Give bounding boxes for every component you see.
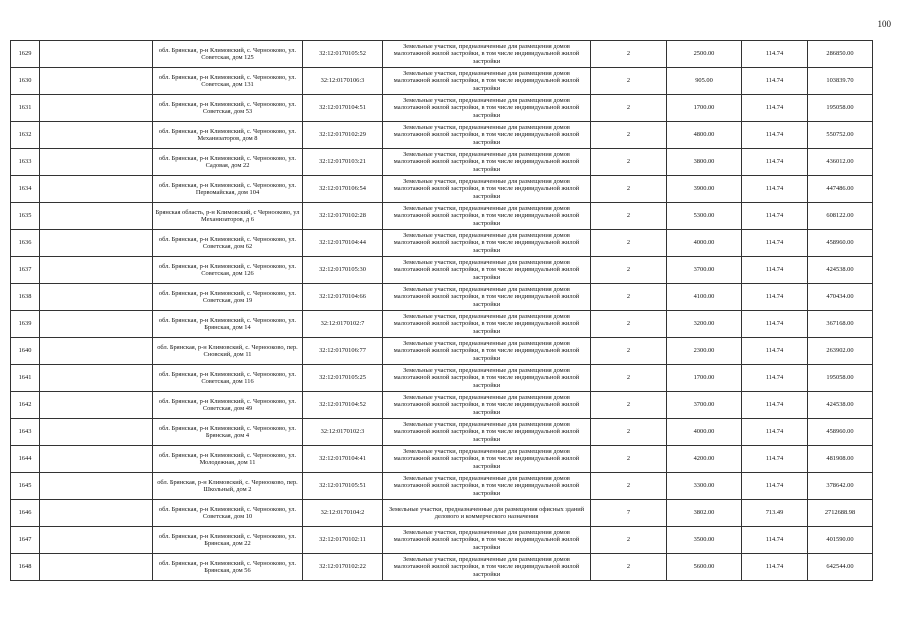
address-cell: обл. Брянская, р-н Климовский, с. Чернооково, пер. Сновский, дом 11 (153, 338, 303, 365)
table-row (11, 392, 873, 419)
area-cell: 5600.00 (667, 554, 742, 581)
address-cell: обл. Брянская, р-н Климовский, с. Чернооково, ул. Советская, дом 62 (153, 230, 303, 257)
cadastral-value-cell: 642544.00 (808, 554, 873, 581)
cadastral-number-cell: 32:12:0170102:7 (303, 311, 383, 338)
area-cell: 3802.00 (667, 500, 742, 527)
address-cell: обл. Брянская, р-н Климовский, с. Чернооково, ул. Советская, дом 116 (153, 365, 303, 392)
cadastral-number-cell: 32:12:0170105:25 (303, 365, 383, 392)
land-use-cell: Земельные участки, предназначенные для размещения домов малоэтажной жилой застройки, в том числе индивидуальной жилой застройки (383, 203, 591, 230)
area-cell: 2300.00 (667, 338, 742, 365)
category-cell: 2 (591, 446, 667, 473)
row-number-cell: 1631 (11, 95, 40, 122)
cadastral-number-cell: 32:12:0170105:52 (303, 41, 383, 68)
row-number-cell: 1634 (11, 176, 40, 203)
rate-cell: 114.74 (742, 203, 808, 230)
rate-cell: 114.74 (742, 284, 808, 311)
land-use-cell: Земельные участки, предназначенные для размещения домов малоэтажной жилой застройки, в том числе индивидуальной жилой застройки (383, 311, 591, 338)
land-use-cell: Земельные участки, предназначенные для размещения домов малоэтажной жилой застройки, в том числе индивидуальной жилой застройки (383, 68, 591, 95)
cadastral-value-cell: 470434.00 (808, 284, 873, 311)
address-cell: обл. Брянская, р-н Климовский, с. Чернооково, ул. Советская, дом 125 (153, 41, 303, 68)
address-cell: обл. Брянская, р-н Климовский, с. Чернооково, ул. Советская, дом 19 (153, 284, 303, 311)
table-row (11, 176, 873, 203)
empty-cell (40, 338, 153, 365)
empty-cell (40, 122, 153, 149)
category-cell: 2 (591, 554, 667, 581)
rate-cell: 114.74 (742, 41, 808, 68)
cadastral-value-cell: 608122.00 (808, 203, 873, 230)
row-number-cell: 1633 (11, 149, 40, 176)
category-cell: 2 (591, 365, 667, 392)
cadastral-number-cell: 32:12:0170102:3 (303, 419, 383, 446)
address-cell: обл. Брянская, р-н Климовский, с. Чернооково, ул. Садовая, дом 22 (153, 149, 303, 176)
rate-cell: 114.74 (742, 122, 808, 149)
table-body (11, 41, 873, 581)
empty-cell (40, 554, 153, 581)
cadastral-value-cell: 286850.00 (808, 41, 873, 68)
area-cell: 4200.00 (667, 446, 742, 473)
land-use-cell: Земельные участки, предназначенные для размещения домов малоэтажной жилой застройки, в том числе индивидуальной жилой застройки (383, 95, 591, 122)
address-cell: обл. Брянская, р-н Климовский, с. Чернооково, ул. Брянская, дом 22 (153, 527, 303, 554)
area-cell: 3700.00 (667, 257, 742, 284)
category-cell: 2 (591, 122, 667, 149)
empty-cell (40, 230, 153, 257)
area-cell: 905.00 (667, 68, 742, 95)
address-cell: обл. Брянская, р-н Климовский, с. Чернооково, ул. Брянская, дом 56 (153, 554, 303, 581)
address-cell: обл. Брянская, р-н Климовский, с. Чернооково, ул. Первомайская, дом 104 (153, 176, 303, 203)
empty-cell (40, 365, 153, 392)
land-use-cell: Земельные участки, предназначенные для размещения домов малоэтажной жилой застройки, в том числе индивидуальной жилой застройки (383, 446, 591, 473)
table-row (11, 338, 873, 365)
row-number-cell: 1632 (11, 122, 40, 149)
area-cell: 4000.00 (667, 230, 742, 257)
land-use-cell: Земельные участки, предназначенные для размещения офисных зданий делового и коммерческого назначения (383, 500, 591, 527)
area-cell: 1700.00 (667, 95, 742, 122)
empty-cell (40, 500, 153, 527)
table-row (11, 365, 873, 392)
cadastral-number-cell: 32:12:0170103:21 (303, 149, 383, 176)
empty-cell (40, 257, 153, 284)
area-cell: 3700.00 (667, 392, 742, 419)
table-row (11, 41, 873, 68)
area-cell: 3800.00 (667, 149, 742, 176)
category-cell: 2 (591, 95, 667, 122)
cadastral-value-cell: 367168.00 (808, 311, 873, 338)
cadastral-value-cell: 401590.00 (808, 527, 873, 554)
cadastral-value-cell: 550752.00 (808, 122, 873, 149)
category-cell: 2 (591, 68, 667, 95)
area-cell: 3300.00 (667, 473, 742, 500)
table-row (11, 149, 873, 176)
land-use-cell: Земельные участки, предназначенные для размещения домов малоэтажной жилой застройки, в том числе индивидуальной жилой застройки (383, 419, 591, 446)
table-row (11, 230, 873, 257)
rate-cell: 114.74 (742, 527, 808, 554)
cadastral-number-cell: 32:12:0170106:3 (303, 68, 383, 95)
empty-cell (40, 473, 153, 500)
table-row (11, 257, 873, 284)
cadastral-value-cell: 2712688.98 (808, 500, 873, 527)
land-use-cell: Земельные участки, предназначенные для размещения домов малоэтажной жилой застройки, в том числе индивидуальной жилой застройки (383, 41, 591, 68)
empty-cell (40, 68, 153, 95)
land-use-cell: Земельные участки, предназначенные для размещения домов малоэтажной жилой застройки, в том числе индивидуальной жилой застройки (383, 473, 591, 500)
table-row (11, 473, 873, 500)
rate-cell: 114.74 (742, 95, 808, 122)
empty-cell (40, 284, 153, 311)
address-cell: обл. Брянская, р-н Климовский, с. Чернооково, ул. Советская, дом 131 (153, 68, 303, 95)
empty-cell (40, 41, 153, 68)
rate-cell: 114.74 (742, 149, 808, 176)
address-cell: обл. Брянская, р-н Климовский, с. Чернооково, ул. Советская, дом 10 (153, 500, 303, 527)
empty-cell (40, 311, 153, 338)
category-cell: 7 (591, 500, 667, 527)
cadastral-value-cell: 424538.00 (808, 392, 873, 419)
category-cell: 2 (591, 527, 667, 554)
row-number-cell: 1640 (11, 338, 40, 365)
row-number-cell: 1643 (11, 419, 40, 446)
area-cell: 3500.00 (667, 527, 742, 554)
row-number-cell: 1638 (11, 284, 40, 311)
land-use-cell: Земельные участки, предназначенные для размещения домов малоэтажной жилой застройки, в том числе индивидуальной жилой застройки (383, 554, 591, 581)
address-cell: обл. Брянская, р-н Климовский, с. Чернооково, ул. Молодежная, дом 11 (153, 446, 303, 473)
cadastral-number-cell: 32:12:0170104:66 (303, 284, 383, 311)
land-use-cell: Земельные участки, предназначенные для размещения домов малоэтажной жилой застройки, в том числе индивидуальной жилой застройки (383, 176, 591, 203)
rate-cell: 114.74 (742, 257, 808, 284)
table-row (11, 446, 873, 473)
address-cell: Брянская область, р-н Климовский, с Чернооково, ул Механизаторов, д 6 (153, 203, 303, 230)
rate-cell: 114.74 (742, 176, 808, 203)
area-cell: 4800.00 (667, 122, 742, 149)
cadastral-number-cell: 32:12:0170104:51 (303, 95, 383, 122)
area-cell: 3200.00 (667, 311, 742, 338)
land-use-cell: Земельные участки, предназначенные для размещения домов малоэтажной жилой застройки, в том числе индивидуальной жилой застройки (383, 392, 591, 419)
cadastral-number-cell: 32:12:0170102:11 (303, 527, 383, 554)
category-cell: 2 (591, 41, 667, 68)
address-cell: обл. Брянская, р-н Климовский, с. Чернооково, ул. Механизаторов, дом 8 (153, 122, 303, 149)
area-cell: 4000.00 (667, 419, 742, 446)
row-number-cell: 1645 (11, 473, 40, 500)
category-cell: 2 (591, 392, 667, 419)
cadastral-value-cell: 195058.00 (808, 95, 873, 122)
cadastral-number-cell: 32:12:0170102:29 (303, 122, 383, 149)
cadastral-number-cell: 32:12:0170104:44 (303, 230, 383, 257)
empty-cell (40, 95, 153, 122)
land-use-cell: Земельные участки, предназначенные для размещения домов малоэтажной жилой застройки, в том числе индивидуальной жилой застройки (383, 527, 591, 554)
table-row (11, 554, 873, 581)
empty-cell (40, 527, 153, 554)
empty-cell (40, 203, 153, 230)
cadastral-value-cell: 458960.00 (808, 419, 873, 446)
address-cell: обл. Брянская, р-н Климовский, с. Чернооково, ул. Брянская, дом 14 (153, 311, 303, 338)
land-use-cell: Земельные участки, предназначенные для размещения домов малоэтажной жилой застройки, в том числе индивидуальной жилой застройки (383, 338, 591, 365)
cadastral-number-cell: 32:12:0170102:28 (303, 203, 383, 230)
category-cell: 2 (591, 473, 667, 500)
cadastral-value-table (10, 40, 873, 581)
empty-cell (40, 392, 153, 419)
rate-cell: 114.74 (742, 230, 808, 257)
row-number-cell: 1641 (11, 365, 40, 392)
page-number: 100 (877, 19, 891, 29)
cadastral-value-cell: 424538.00 (808, 257, 873, 284)
row-number-cell: 1636 (11, 230, 40, 257)
row-number-cell: 1639 (11, 311, 40, 338)
cadastral-value-cell: 195058.00 (808, 365, 873, 392)
row-number-cell: 1637 (11, 257, 40, 284)
address-cell: обл. Брянская, р-н Климовский, с. Чернооково, ул. Советская, дом 49 (153, 392, 303, 419)
cadastral-number-cell: 32:12:0170102:22 (303, 554, 383, 581)
area-cell: 3900.00 (667, 176, 742, 203)
cadastral-value-cell: 458960.00 (808, 230, 873, 257)
empty-cell (40, 176, 153, 203)
rate-cell: 114.74 (742, 473, 808, 500)
cadastral-number-cell: 32:12:0170104:2 (303, 500, 383, 527)
rate-cell: 114.74 (742, 311, 808, 338)
row-number-cell: 1646 (11, 500, 40, 527)
cadastral-number-cell: 32:12:0170106:77 (303, 338, 383, 365)
empty-cell (40, 419, 153, 446)
table-row (11, 311, 873, 338)
row-number-cell: 1630 (11, 68, 40, 95)
cadastral-number-cell: 32:12:0170104:41 (303, 446, 383, 473)
row-number-cell: 1635 (11, 203, 40, 230)
table-row (11, 284, 873, 311)
row-number-cell: 1648 (11, 554, 40, 581)
table-row (11, 500, 873, 527)
cadastral-value-cell: 481908.00 (808, 446, 873, 473)
category-cell: 2 (591, 284, 667, 311)
rate-cell: 114.74 (742, 392, 808, 419)
row-number-cell: 1647 (11, 527, 40, 554)
land-use-cell: Земельные участки, предназначенные для размещения домов малоэтажной жилой застройки, в том числе индивидуальной жилой застройки (383, 257, 591, 284)
rate-cell: 114.74 (742, 68, 808, 95)
cadastral-value-cell: 103839.70 (808, 68, 873, 95)
cadastral-number-cell: 32:12:0170104:52 (303, 392, 383, 419)
category-cell: 2 (591, 149, 667, 176)
address-cell: обл. Брянская, р-н Климовский, с. Чернооково, пер. Школьный, дом 2 (153, 473, 303, 500)
category-cell: 2 (591, 230, 667, 257)
rate-cell: 114.74 (742, 419, 808, 446)
area-cell: 4100.00 (667, 284, 742, 311)
land-use-cell: Земельные участки, предназначенные для размещения домов малоэтажной жилой застройки, в том числе индивидуальной жилой застройки (383, 149, 591, 176)
rate-cell: 114.74 (742, 365, 808, 392)
table-row (11, 419, 873, 446)
area-cell: 1700.00 (667, 365, 742, 392)
cadastral-value-cell: 378642.00 (808, 473, 873, 500)
table-row (11, 122, 873, 149)
row-number-cell: 1629 (11, 41, 40, 68)
rate-cell: 114.74 (742, 446, 808, 473)
category-cell: 2 (591, 257, 667, 284)
cadastral-number-cell: 32:12:0170106:54 (303, 176, 383, 203)
cadastral-number-cell: 32:12:0170105:30 (303, 257, 383, 284)
row-number-cell: 1644 (11, 446, 40, 473)
rate-cell: 713.49 (742, 500, 808, 527)
table-row (11, 68, 873, 95)
table-row (11, 527, 873, 554)
category-cell: 2 (591, 176, 667, 203)
area-cell: 5300.00 (667, 203, 742, 230)
table-row (11, 203, 873, 230)
row-number-cell: 1642 (11, 392, 40, 419)
land-use-cell: Земельные участки, предназначенные для размещения домов малоэтажной жилой застройки, в том числе индивидуальной жилой застройки (383, 230, 591, 257)
cadastral-value-cell: 436012.00 (808, 149, 873, 176)
area-cell: 2500.00 (667, 41, 742, 68)
category-cell: 2 (591, 311, 667, 338)
category-cell: 2 (591, 419, 667, 446)
land-use-cell: Земельные участки, предназначенные для размещения домов малоэтажной жилой застройки, в том числе индивидуальной жилой застройки (383, 122, 591, 149)
address-cell: обл. Брянская, р-н Климовский, с. Чернооково, ул. Брянская, дом 4 (153, 419, 303, 446)
address-cell: обл. Брянская, р-н Климовский, с. Чернооково, ул. Советская, дом 126 (153, 257, 303, 284)
cadastral-value-cell: 447486.00 (808, 176, 873, 203)
category-cell: 2 (591, 203, 667, 230)
cadastral-value-cell: 263902.00 (808, 338, 873, 365)
rate-cell: 114.74 (742, 554, 808, 581)
empty-cell (40, 446, 153, 473)
empty-cell (40, 149, 153, 176)
cadastral-number-cell: 32:12:0170105:51 (303, 473, 383, 500)
category-cell: 2 (591, 338, 667, 365)
table-row (11, 95, 873, 122)
land-use-cell: Земельные участки, предназначенные для размещения домов малоэтажной жилой застройки, в том числе индивидуальной жилой застройки (383, 284, 591, 311)
address-cell: обл. Брянская, р-н Климовский, с. Чернооково, ул. Советская, дом 53 (153, 95, 303, 122)
rate-cell: 114.74 (742, 338, 808, 365)
land-use-cell: Земельные участки, предназначенные для размещения домов малоэтажной жилой застройки, в том числе индивидуальной жилой застройки (383, 365, 591, 392)
